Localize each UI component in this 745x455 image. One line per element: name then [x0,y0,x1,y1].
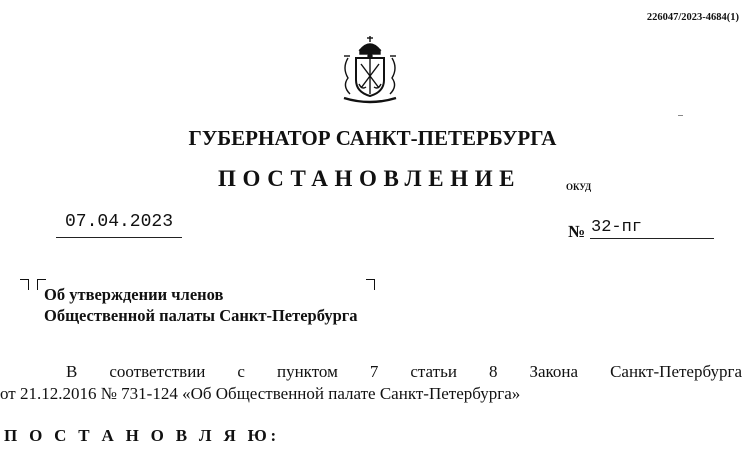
okud-label: ОКУД [566,182,592,192]
subject-corner-mark-left-outer [20,279,29,290]
subject-line-1: Об утверждении членов [44,285,224,304]
date-underline [56,237,182,238]
document-registration-number: 226047/2023-4684(1) [646,12,739,23]
subject-corner-mark-right [366,279,375,290]
resolve-heading: П О С Т А Н О В Л Я Ю: [4,426,280,445]
subject-line-2: Общественной палаты Санкт-Петербурга [44,306,358,325]
decree-subject [44,284,358,326]
saint-petersburg-coat-of-arms-icon [336,34,404,106]
preamble-line-1: В соответствии с пунктом 7 статьи 8 Закона Санкт-Петербурга [66,362,742,381]
scan-mark [678,115,683,116]
decree-date: 07.04.2023 [64,212,174,232]
number-underline [590,238,714,239]
number-sign: № [568,222,586,241]
decree-number: 32-пг [591,218,643,237]
decree-type-title: ПОСТАНОВЛЕНИЕ [218,166,522,191]
authority-title: ГУБЕРНАТОР САНКТ-ПЕТЕРБУРГА [188,126,557,150]
preamble-line-2: от 21.12.2016 № 731-124 «Об Общественной палате Санкт-Петербурга» [0,384,521,403]
